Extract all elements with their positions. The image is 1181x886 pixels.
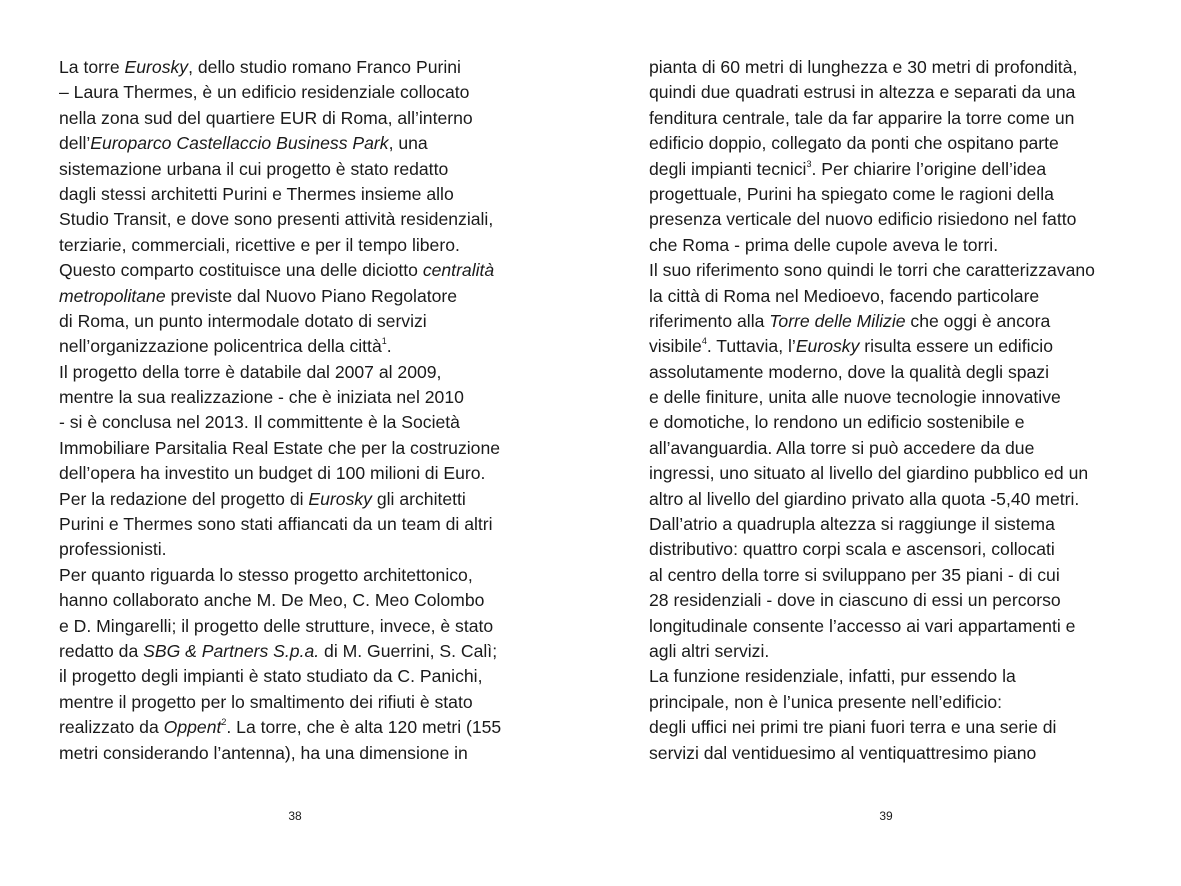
text-run: e D. Mingarelli; il progetto delle strutture, invece, è stato (59, 615, 494, 636)
text-line (649, 614, 1095, 639)
text-run: redatto da (59, 640, 144, 661)
text-run: nell’organizzazione policentrica della città (59, 336, 382, 357)
text-run: Dall’atrio a quadrupla altezza si raggiunge il sistema (649, 514, 1055, 535)
text-line (649, 309, 1095, 334)
footnote-marker: 3 (806, 158, 812, 169)
text-line (59, 334, 501, 359)
text-run: realizzato da (59, 717, 164, 738)
text-line (59, 385, 501, 410)
text-line (59, 360, 501, 385)
text-line (649, 233, 1095, 258)
text-run: dell’opera ha investito un budget di 100 milioni di Euro. (59, 463, 486, 484)
text-run: edificio doppio, collegato da ponti che ospitano parte (649, 133, 1059, 154)
text-line (649, 436, 1095, 461)
text-run: Studio Transit, e dove sono presenti attività residenziali, (59, 209, 494, 230)
text-run: di Roma, un punto intermodale dotato di servizi (59, 310, 427, 331)
text-run: longitudinale consente l’accesso ai vari appartamenti e (649, 615, 1076, 636)
text-line (59, 512, 501, 537)
text-run: previste dal Nuovo Piano Regolatore (165, 285, 458, 306)
text-run: sistemazione urbana il cui progetto è stato redatto (59, 158, 449, 179)
text-line (59, 487, 501, 512)
left-page (0, 0, 590, 886)
text-run: Per la redazione del progetto di (59, 488, 309, 509)
text-run: quindi due quadrati estrusi in altezza e separati da una (649, 82, 1076, 103)
text-line (649, 334, 1095, 359)
text-line (59, 664, 501, 689)
right-page (590, 0, 1181, 886)
italic-text: SBG & Partners S.p.a. (143, 640, 320, 661)
text-run: e delle finiture, unita alle nuove tecnologie innovative (649, 387, 1061, 408)
text-line (649, 639, 1095, 664)
text-run: terziarie, commerciali, ricettive e per il tempo libero. (59, 234, 460, 255)
italic-text: Eurosky (795, 336, 860, 357)
text-line (649, 563, 1095, 588)
text-line (649, 690, 1095, 715)
text-line (649, 131, 1095, 156)
footnote-marker: 4 (701, 336, 707, 347)
italic-text: Eurosky (124, 57, 189, 77)
text-line (59, 258, 501, 283)
text-line (649, 741, 1095, 766)
italic-text: Europarco Castellaccio Business Park (90, 133, 389, 154)
text-run: Purini e Thermes sono stati affiancati da un team di altri (59, 514, 493, 535)
text-line (649, 487, 1095, 512)
text-line (649, 182, 1095, 207)
text-run: degli impianti tecnici (649, 158, 807, 179)
text-line (59, 563, 501, 588)
right-page-number: 39 (879, 809, 893, 823)
text-line (649, 588, 1095, 613)
text-run: Il progetto della torre è databile dal 2007 al 2009, (59, 361, 442, 382)
text-run: – Laura Thermes, è un edificio residenziale collocato (59, 82, 470, 103)
text-run: dell’ (59, 133, 91, 154)
text-line (59, 284, 501, 309)
text-line (59, 233, 501, 258)
text-run: ingressi, uno situato al livello del giardino pubblico ed un (649, 463, 1089, 484)
text-line (59, 690, 501, 715)
text-run: professionisti. (59, 539, 167, 560)
text-line (649, 360, 1095, 385)
text-line (59, 588, 501, 613)
text-run: mentre il progetto per lo smaltimento dei rifiuti è stato (59, 691, 473, 712)
text-run: . (386, 336, 392, 357)
footnote-marker: 2 (221, 717, 227, 728)
italic-text: Eurosky (308, 488, 372, 509)
text-run: La torre (59, 57, 125, 77)
text-run: Il suo riferimento sono quindi le torri che caratterizzavano (649, 260, 1095, 281)
text-line (59, 614, 501, 639)
text-run: degli uffici nei primi tre piani fuori terra e una serie di (649, 717, 1057, 738)
text-line (649, 106, 1095, 131)
italic-text: metropolitane (59, 285, 166, 306)
left-page-body (59, 55, 501, 766)
text-run: risulta essere un edificio (859, 336, 1054, 357)
text-line (649, 664, 1095, 689)
text-line (59, 410, 501, 435)
text-run: assolutamente moderno, dove la qualità degli spazi (649, 361, 1050, 382)
text-run: , una (388, 133, 428, 154)
italic-text: centralità (422, 260, 495, 281)
text-run: hanno collaborato anche M. De Meo, C. Meo Colombo (59, 590, 485, 611)
text-run: riferimento alla (649, 310, 770, 331)
text-run: progettuale, Purini ha spiegato come le ragioni della (649, 183, 1054, 204)
italic-text: Oppent (163, 717, 222, 738)
text-line (649, 55, 1095, 80)
text-line (59, 157, 501, 182)
text-line (59, 436, 501, 461)
text-line (59, 715, 501, 740)
text-run: la città di Roma nel Medioevo, facendo particolare (649, 285, 1040, 306)
text-run: 28 residenziali - dove in ciascuno di essi un percorso (649, 590, 1061, 611)
text-run: dagli stessi architetti Purini e Thermes insieme allo (59, 183, 454, 204)
text-run: . La torre, che è alta 120 metri (155 (226, 717, 502, 738)
text-line (649, 157, 1095, 182)
text-run: La funzione residenziale, infatti, pur essendo la (649, 666, 1016, 687)
text-run: al centro della torre si sviluppano per 35 piani - di cui (649, 564, 1060, 585)
text-line (59, 106, 501, 131)
text-run: servizi dal ventiduesimo al ventiquattresimo piano (649, 742, 1037, 763)
text-run: Per quanto riguarda lo stesso progetto architettonico, (59, 564, 473, 585)
text-line (59, 309, 501, 334)
text-line (649, 258, 1095, 283)
text-run: agli altri servizi. (649, 640, 770, 661)
text-run: il progetto degli impianti è stato studiato da C. Panichi, (59, 666, 483, 687)
text-run: Questo comparto costituisce una delle diciotto (59, 260, 423, 281)
text-line (649, 410, 1095, 435)
text-line (59, 182, 501, 207)
text-run: presenza verticale del nuovo edificio risiedono nel fatto (649, 209, 1077, 230)
left-page-number: 38 (288, 809, 302, 823)
text-run: altro al livello del giardino privato alla quota -5,40 metri. (649, 488, 1080, 509)
text-line (59, 80, 501, 105)
text-line (649, 461, 1095, 486)
text-run: pianta di 60 metri di lunghezza e 30 metri di profondità, (649, 57, 1078, 77)
text-run: . Per chiarire l’origine dell’idea (811, 158, 1047, 179)
text-run: Immobiliare Parsitalia Real Estate che per la costruzione (59, 437, 501, 458)
text-line (59, 131, 501, 156)
text-run: metri considerando l’antenna), ha una dimensione in (59, 742, 468, 763)
text-run: principale, non è l’unica presente nell’edificio: (649, 691, 1003, 712)
text-line (649, 80, 1095, 105)
text-run: . Tuttavia, l’ (706, 336, 796, 357)
text-run: all’avanguardia. Alla torre si può accedere da due (649, 437, 1035, 458)
text-line (649, 537, 1095, 562)
text-line (649, 207, 1095, 232)
text-line (59, 537, 501, 562)
text-line (649, 284, 1095, 309)
text-line (59, 207, 501, 232)
text-line (649, 512, 1095, 537)
text-run: gli architetti (371, 488, 466, 509)
text-run: - si è conclusa nel 2013. Il committente è la Società (59, 412, 460, 433)
text-line (649, 385, 1095, 410)
text-line (59, 461, 501, 486)
italic-text: Torre delle Milizie (769, 310, 906, 331)
text-run: fenditura centrale, tale da far apparire la torre come un (649, 107, 1075, 128)
text-run: visibile (649, 336, 702, 357)
right-page-body (649, 55, 1095, 766)
text-run: nella zona sud del quartiere EUR di Roma, all’interno (59, 107, 473, 128)
footnote-marker: 1 (381, 336, 387, 347)
text-run: mentre la sua realizzazione - che è iniziata nel 2010 (59, 387, 464, 408)
text-run: distributivo: quattro corpi scala e ascensori, collocati (649, 539, 1055, 560)
text-run: che oggi è ancora (905, 310, 1051, 331)
text-run: che Roma - prima delle cupole aveva le torri. (649, 234, 999, 255)
text-line (59, 55, 501, 80)
text-line (59, 741, 501, 766)
text-run: e domotiche, lo rendono un edificio sostenibile e (649, 412, 1025, 433)
text-line (59, 639, 501, 664)
text-run: di M. Guerrini, S. Calì; (319, 640, 498, 661)
text-run: , dello studio romano Franco Purini (188, 57, 461, 77)
text-line (649, 715, 1095, 740)
